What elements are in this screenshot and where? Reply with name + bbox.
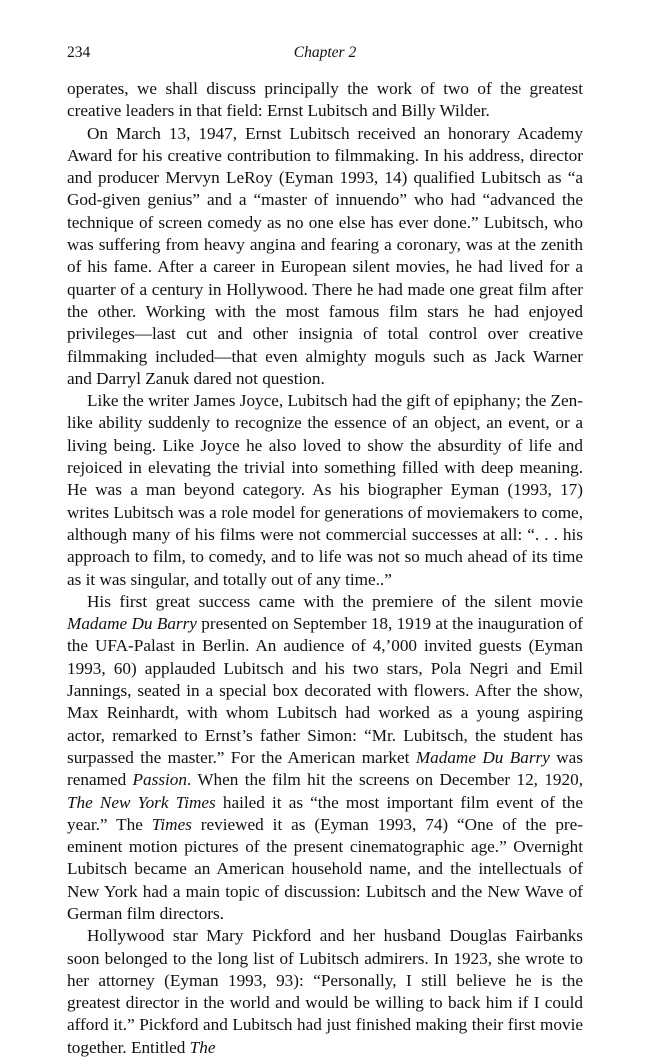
paragraph xyxy=(67,591,583,925)
italic-title: Madame Du Barry xyxy=(415,747,550,767)
text-run: reviewed it as (Eyman 1993, 74) “One of the pre-eminent motion pictures of the present cinematographic age.” Overnight Lubitsch became an American household name, and the intellectuals of New York had a main topic of discussion: Lubitsch and the New Wave of German film directors. xyxy=(67,814,583,923)
paragraph xyxy=(67,78,583,123)
text-run: Like the writer James Joyce, Lubitsch had the gift of epiphany; the Zen-like ability suddenly to recognize the essence of an object, an event, or a living being. Like Joyce he also loved to show the absurdity of life and rejoiced in elevating the trivial into something filled with deep meaning. He was a man beyond category. As his biographer Eyman (1993, 17) writes Lubitsch was a role model for generations of moviemakers to come, although many of his films were not commercial successes at all: “. . . his approach to film, to comedy, and to life was not so much ahead of its time as it was singular, and totally out of any time..” xyxy=(67,391,583,589)
page-number: 234 xyxy=(67,44,91,61)
paragraph xyxy=(67,390,583,591)
italic-title: Times xyxy=(151,814,192,834)
text-run: His first great success came with the premiere of the silent movie xyxy=(87,591,583,611)
book-page xyxy=(67,44,583,1059)
text-run: . When the film hit the screens on December 12, 1920, xyxy=(186,770,583,790)
text-run: presented on September 18, 1919 at the inauguration of the UFA-Palast in Berlin. An audience of 4,’000 invited guests (Eyman 1993, 60) applauded Lubitsch and his two stars, Pola Negri and Emil Jannings, seated in a special box decorated with flowers. After the show, Max Reinhardt, with whom Lubitsch had worked as a young aspiring actor, remarked to Ernst’s father Simon: “Mr. Lubitsch, the student has surpassed the master.” For the American market xyxy=(67,614,583,767)
italic-title: Passion xyxy=(132,770,187,790)
text-run: operates, we shall discuss principally the work of two of the greatest creative leaders in that field: Ernst Lubitsch and Billy Wilder. xyxy=(67,79,583,121)
italic-title: Madame Du Barry xyxy=(67,614,197,634)
text-run: was renamed xyxy=(67,747,583,790)
running-head: Chapter 2 xyxy=(293,44,357,61)
body-text xyxy=(67,78,583,1059)
paragraph xyxy=(67,925,583,1059)
text-run: On March 13, 1947, Ernst Lubitsch received an honorary Academy Award for his creative contribution to filmmaking. In his address, director and producer Mervyn LeRoy (Eyman 1993, 14) qualified Lubitsch as “a God-given genius” and a “master of innuendo” who had “advanced the technique of screen comedy as no one else has ever done.” Lubitsch, who was suffering from heavy angina and fearing a coronary, was at the zenith of his fame. After a career in European silent movies, he had lived for a quarter of a century in Hollywood. There he had made one great film after the other. Working with the most famous film stars he had enjoyed privileges—last cut and other insignia of total control over creative filmmaking included—that even almighty moguls such as Jack Warner and Darryl Zanuk dared not question. xyxy=(67,123,583,388)
italic-title: The xyxy=(189,1037,216,1057)
text-run: Hollywood star Mary Pickford and her husband Douglas Fairbanks soon belonged to the long list of Lubitsch admirers. In 1923, she wrote to her attorney (Eyman 1993, 93): “Personally, I still believe he is the greatest director in the world and would be willing to back him if I could afford it.” Pickford and Lubitsch had just finished making their first movie together. Entitled xyxy=(67,926,583,1057)
page-header xyxy=(67,44,583,68)
italic-title: The New York Times xyxy=(67,792,216,812)
text-run: hailed it as “the most important film event of the year.” The xyxy=(67,792,583,834)
paragraph xyxy=(67,123,583,391)
